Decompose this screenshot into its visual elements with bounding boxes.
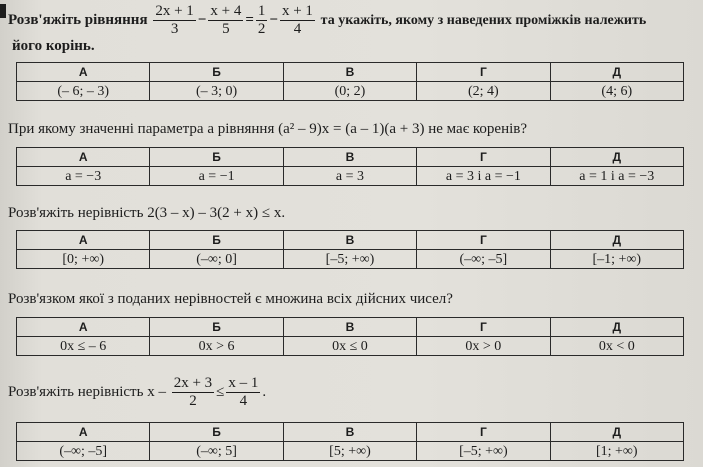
q5-frac2-num: x – 1 [228,375,259,391]
q3-header-d: Д [550,231,683,250]
q1-frac4-num: x + 1 [281,3,313,19]
q3-answer-b: (–∞; 0] [150,250,283,269]
q1-header-v: В [283,63,416,82]
q5-frac1-den: 2 [189,393,197,409]
q1-prefix: Розв'яжіть рівняння [8,11,148,28]
q1-fraction-3 [256,3,268,38]
q1-frac1-num: 2x + 1 [155,3,194,19]
q1-header-b: Б [150,63,283,82]
q5-frac1-num: 2x + 3 [173,375,213,391]
q4-answer-a: 0x ≤ – 6 [17,337,150,356]
q4-header-v: В [283,318,416,337]
q5-fraction-1 [172,375,214,410]
q3-answer-d: [–1; +∞) [550,250,683,269]
q2-header-v: В [283,148,416,167]
q5-answer-b: (–∞; 5] [150,442,283,461]
q4-answer-v: 0x ≤ 0 [283,337,416,356]
q1-header-d: Д [550,63,683,82]
q3-answer-v: [–5; +∞) [283,250,416,269]
q3-header-b: Б [150,231,283,250]
q4-answer-d: 0x < 0 [550,337,683,356]
q1-answer-table [16,62,684,101]
q1-header-g: Г [417,63,550,82]
q2-header-b: Б [150,148,283,167]
q3-header-a: А [17,231,150,250]
q2-answer-g: a = 3 і a = −1 [417,167,550,186]
q5-answer-d: [1; +∞) [550,442,683,461]
q1-fraction-4 [280,3,315,38]
question-marker [0,4,6,18]
q1-frac1-den: 3 [170,21,179,37]
q5-answer-table [16,422,684,461]
q5-op: ≤ [216,383,225,400]
question-2: При якому значенні параметра a рівняння (a² – 9)x = (a – 1)(a + 3) не має коренів? [8,121,528,137]
q5-answer-g: [–5; +∞) [417,442,550,461]
q1-frac4-den: 4 [293,21,302,37]
q1-frac3-num: 1 [257,3,266,19]
q4-header-g: Г [417,318,550,337]
q2-header-g: Г [417,148,550,167]
q1-answer-g: (2; 4) [417,82,550,101]
q5-header-d: Д [550,423,683,442]
q3-header-g: Г [417,231,550,250]
q3-header-v: В [283,231,416,250]
q1-suffix-line2: його корінь. [12,38,95,54]
q5-answer-v: [5; +∞) [283,442,416,461]
q1-frac3-den: 2 [257,21,266,37]
q5-frac2-den: 4 [239,393,248,409]
q1-frac2-den: 5 [222,21,230,37]
q5-answer-a: (–∞; –5] [17,442,150,461]
q5-header-b: Б [150,423,283,442]
question-1 [8,3,693,56]
q1-header-a: А [17,63,150,82]
q5-header-v: В [283,423,416,442]
q1-answer-a: (– 6; – 3) [17,82,150,101]
q5-fraction-2 [226,375,260,410]
q1-suffix: та укажіть, якому з наведених проміжків належить [320,12,647,28]
question-3: Розв'яжіть нерівність 2(3 – x) – 3(2 + x) ≤ x. [8,205,286,221]
q2-header-d: Д [550,148,683,167]
q2-answer-table [16,147,684,186]
question-4: Розв'язком якої з поданих нерівностей є множина всіх дійсних чисел? [8,291,453,307]
q2-answer-a: a = −3 [17,167,150,186]
q4-header-d: Д [550,318,683,337]
q1-fraction-2 [208,3,243,38]
q1-op2: = [245,11,254,28]
q1-op3: − [269,11,278,28]
q3-answer-g: (–∞; –5] [417,250,550,269]
q2-answer-v: a = 3 [283,167,416,186]
question-5 [8,375,693,410]
q5-header-a: А [17,423,150,442]
q5-end: . [262,383,267,400]
q1-answer-d: (4; 6) [550,82,683,101]
q1-frac2-num: x + 4 [210,3,242,19]
q2-answer-d: a = 1 і a = −3 [550,167,683,186]
q1-op1: − [197,11,207,28]
q2-header-a: А [17,148,150,167]
q5-lhs: x – [147,383,166,400]
q4-header-a: А [17,318,150,337]
q1-answer-b: (– 3; 0) [150,82,283,101]
q3-answer-a: [0; +∞) [17,250,150,269]
q2-answer-b: a = −1 [150,167,283,186]
q5-prefix: Розв'яжіть нерівність [8,383,144,400]
q4-header-b: Б [150,318,283,337]
q5-header-g: Г [417,423,550,442]
q4-answer-g: 0x > 0 [417,337,550,356]
q3-answer-table [16,230,684,269]
q1-fraction-1 [153,3,195,38]
q4-answer-table [16,317,684,356]
q4-answer-b: 0x > 6 [150,337,283,356]
q1-answer-v: (0; 2) [283,82,416,101]
